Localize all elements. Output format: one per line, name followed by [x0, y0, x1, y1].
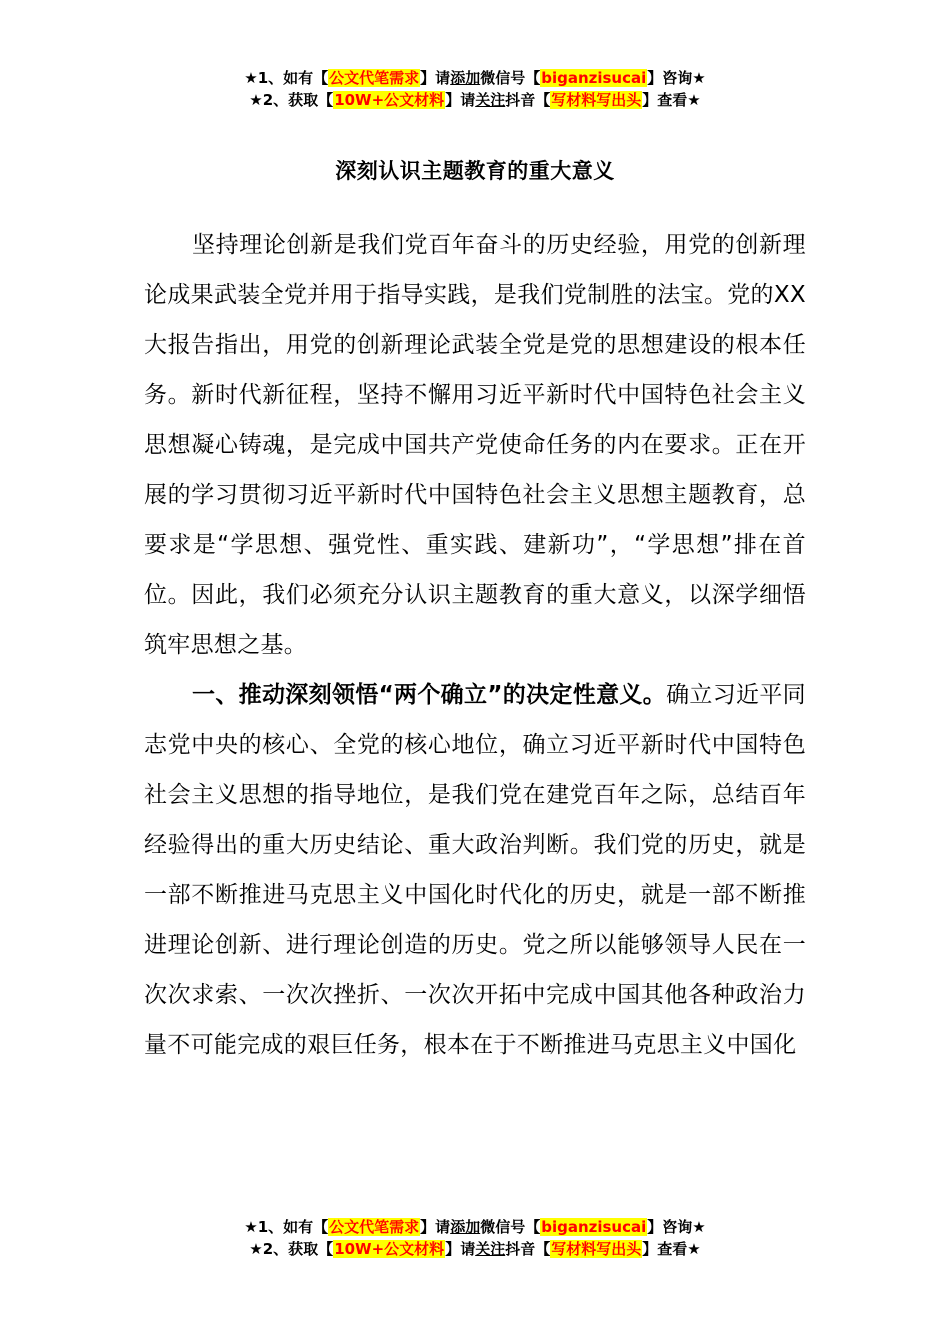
banner-text: ★2、获取【: [249, 91, 334, 109]
banner-emphasis: 添加: [450, 69, 481, 87]
banner-text: 】咨询★: [647, 69, 706, 87]
banner-highlight: biganzisucai: [541, 69, 647, 87]
banner-text: ★1、如有【: [244, 1218, 329, 1236]
banner-text: 抖音【: [505, 1240, 551, 1258]
banner-line-2: [0, 89, 950, 111]
banner-emphasis: 添加: [450, 1218, 481, 1236]
section-body: 确立习近平同志党中央的核心、全党的核心地位，确立习近平新时代中国特色社会主义思想的指导地位，是我们党在建党百年之际，总结百年经验得出的重大历史结论、重大政治判断。我们党的历史，就是一部不断推进马克思主义中国化时代化的历史，就是一部不断推进理论创新、进行理论创造的历史。党之所以能够领导人民在一次次求索、一次次挫折、一次次开拓中完成中国其他各种政治力量不可能完成的艰巨任务，根本在于不断推进马克思主义中国化: [144, 682, 806, 1058]
banner-highlight: 公文代笔需求: [329, 1218, 420, 1236]
banner-line-1: [0, 67, 950, 89]
banner-highlight: 10W+公文材料: [334, 91, 445, 109]
banner-text: 】查看★: [642, 91, 701, 109]
banner-text: 】查看★: [642, 1240, 701, 1258]
banner-text: 】请: [420, 69, 451, 87]
banner-line-2: [0, 1238, 950, 1260]
document-title: 深刻认识主题教育的重大意义: [335, 159, 615, 183]
banner-text: 微信号【: [480, 69, 541, 87]
banner-highlight: biganzisucai: [541, 1218, 647, 1236]
banner-highlight: 公文代笔需求: [329, 69, 420, 87]
paragraph-section-1: [144, 670, 806, 1070]
banner-text: ★2、获取【: [249, 1240, 334, 1258]
banner-line-1: [0, 1216, 950, 1238]
banner-emphasis: 关注: [475, 91, 506, 109]
section-heading: 一、推动深刻领悟“两个确立”的决定性意义。: [192, 682, 667, 708]
paragraph-intro: 坚持理论创新是我们党百年奋斗的历史经验，用党的创新理论成果武装全党并用于指导实践，是我们党制胜的法宝。党的XX大报告指出，用党的创新理论武装全党是党的思想建设的根本任务。新时代新征程，坚持不懈用习近平新时代中国特色社会主义思想凝心铸魂，是完成中国共产党使命任务的内在要求。正在开展的学习贯彻习近平新时代中国特色社会主义思想主题教育，总要求是“学思想、强党性、重实践、建新功”，“学思想”排在首位。因此，我们必须充分认识主题教育的重大意义，以深学细悟筑牢思想之基。: [144, 232, 806, 658]
banner-highlight: 写材料写出头: [551, 1240, 642, 1258]
banner-text: 】请: [445, 91, 476, 109]
bottom-banner: [0, 1216, 950, 1260]
banner-text: 微信号【: [480, 1218, 541, 1236]
banner-text: 】咨询★: [647, 1218, 706, 1236]
top-banner: [0, 67, 950, 111]
banner-highlight: 写材料写出头: [551, 91, 642, 109]
banner-highlight: 10W+公文材料: [334, 1240, 445, 1258]
banner-text: 】请: [420, 1218, 451, 1236]
banner-text: 】请: [445, 1240, 476, 1258]
document-body: [144, 220, 806, 1070]
banner-text: 抖音【: [505, 91, 551, 109]
banner-text: ★1、如有【: [244, 69, 329, 87]
banner-emphasis: 关注: [475, 1240, 506, 1258]
